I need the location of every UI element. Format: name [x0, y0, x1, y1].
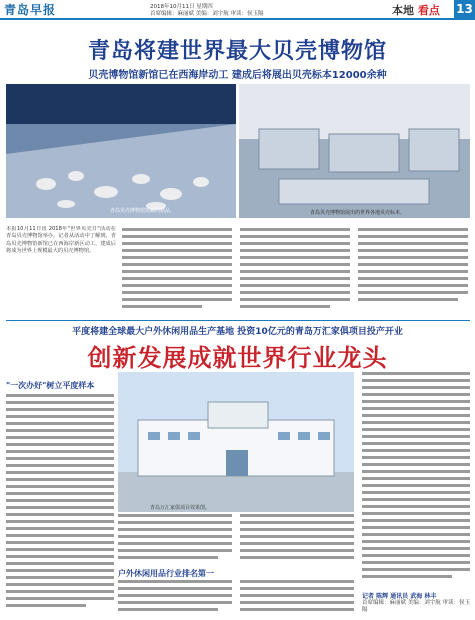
- page-number: 13: [454, 0, 475, 18]
- section-label-b: 看点: [417, 4, 440, 17]
- headline-1: 青岛将建世界最大贝壳博物馆: [87, 39, 387, 64]
- paper-logo: 青岛早报: [4, 3, 57, 17]
- museum-hall-photo: [239, 84, 470, 218]
- headline-2-kicker: 平度将建全球最大户外休闲用品生产基地 投资10亿元的青岛万汇家俱项目投产开业: [72, 327, 403, 337]
- museum-showcase-illustration: [239, 84, 470, 218]
- subhead-a: "一次办好"树立平度样本: [6, 381, 95, 390]
- subhead-b: 户外休闲用品行业排名第一: [118, 569, 214, 578]
- shell-exhibit-photo: [6, 84, 236, 218]
- section-label: [392, 2, 440, 18]
- factory-building-illustration: [118, 372, 354, 512]
- section-label-a: 本地: [392, 4, 414, 17]
- article2-mid-text: [118, 514, 358, 566]
- article2-col1-text: [6, 394, 114, 614]
- article1-lead: 本报10月11日讯 2018年"世界贝壳日"活动在青岛贝壳博物馆举办。记者从活动中了解到，青岛贝壳博物馆新馆已在西海岸新区动工，建成后将成为世界上规模最大的贝壳博物馆。: [6, 226, 116, 255]
- subheadline-1: 贝壳博物馆新馆已在西海岸动工 建成后将展出贝壳标本12000余种: [88, 70, 387, 81]
- issue-date: 2018年10月11日 星期四: [150, 4, 213, 10]
- article2-byline: 记者 陈辉 通讯员 武海 林丰: [362, 593, 437, 600]
- article1-body-text: [122, 228, 470, 314]
- photo2-caption: 青岛贝壳博物馆展出的世界各地贝壳标本。: [310, 210, 406, 216]
- render-caption: 青岛万汇家俱项目效果图。: [150, 505, 211, 511]
- headline-2: 创新发展成就世界行业龙头: [87, 344, 388, 372]
- photo1-caption: 青岛贝壳博物馆馆藏的精品。: [110, 208, 176, 214]
- article2-editor-credit: 首席编辑：麻丽斌 美编：刘宇航 审读：侯玉隔: [362, 600, 470, 613]
- editor-credits: 首席编辑：麻丽斌 美编：刘宇航 审读：侯玉隔: [150, 11, 264, 17]
- article2-right-text: [362, 372, 470, 586]
- section-divider: [6, 320, 470, 321]
- article2-bottom-text: [118, 580, 358, 616]
- text-lines: [122, 228, 468, 308]
- factory-rendering: [118, 372, 354, 512]
- shell-display-illustration: [6, 84, 236, 218]
